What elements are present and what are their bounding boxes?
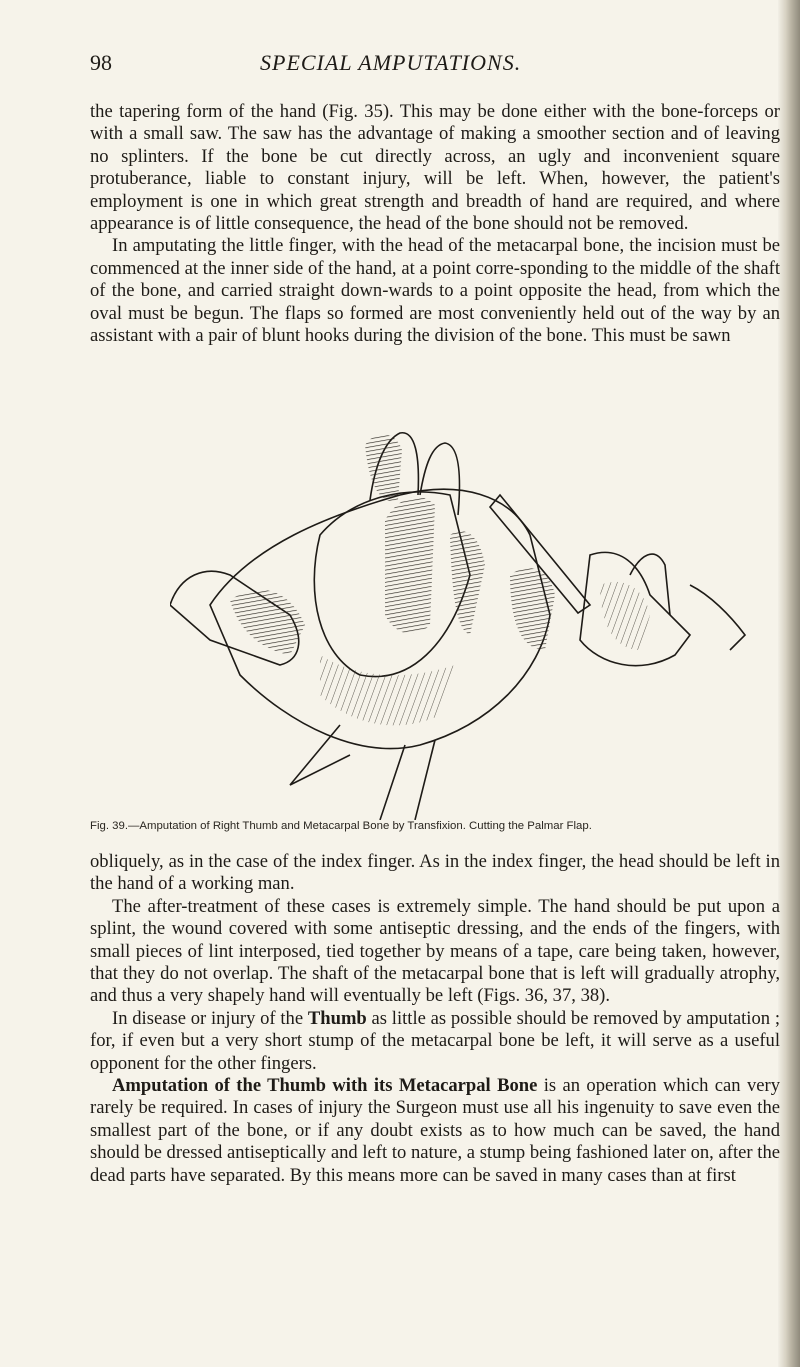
finger-hook xyxy=(690,585,745,650)
page-edge-shadow xyxy=(778,0,800,1367)
shading xyxy=(365,434,402,501)
shading xyxy=(450,531,485,635)
text-block-top xyxy=(90,101,780,347)
shading xyxy=(510,568,555,650)
page-number: 98 xyxy=(90,50,112,75)
figure-caption: Fig. 39.—Amputation of Right Thumb and Metacarpal Bone by Transfixion. Cutting the Palmar Flap. xyxy=(90,820,592,832)
bold-heading: Amputation of the Thumb with its Metacarpal Bone xyxy=(112,1075,538,1097)
shading xyxy=(230,590,305,655)
text-block-bottom xyxy=(90,851,780,1187)
paragraph xyxy=(90,1075,780,1187)
text-run: In disease or injury of the xyxy=(112,1007,308,1029)
forearm xyxy=(415,740,435,820)
shading xyxy=(320,655,455,725)
figure-thumb-amputation-illustration xyxy=(170,425,770,820)
paragraph: In amputating the little finger, with the head of the metacarpal bone, the incision must be commenced at the inner side of the hand, at a point corre-sponding to the middle of the shaft of the bone, and carried straight down-wards to a point opposite the head, from which the oval must be begun. The flaps so formed are most conveniently held out of the way by an assistant with a pair of blunt hooks during the division of the bone. This must be sawn xyxy=(90,235,780,347)
shading xyxy=(600,582,650,650)
paragraph: the tapering form of the hand (Fig. 35). This may be done either with the bone-forceps or with a small saw. The saw has the advantage of making a smoother section and of leaving no splinters. If the bone be cut directly across, an ugly and inconvenient square protuberance, liable to constant injury, will be left. When, however, the patient's employment is one in which great strength and breadth of hand are required, and where appearance is of little consequence, the head of the bone should not be removed. xyxy=(90,101,780,235)
running-head xyxy=(90,50,780,84)
text-run: is an operation which can very rarely be required. In cases of injury the Surgeon must use all his ingenuity to save even the smallest part of the bone, or if any doubt exists as to how much can be saved, the hand should be dressed antiseptically and left to nature, a stump being fashioned later on, after the dead parts have separated. By this means more can be saved in many cases than at first xyxy=(90,1075,780,1186)
text-run: as little as possible should be removed by amputation ; for, if even but a very short stump of the metacarpal bone be left, it will serve as a useful opponent for the other fingers. xyxy=(90,1007,780,1074)
forearm xyxy=(290,725,350,785)
forearm xyxy=(380,745,405,820)
paragraph: The after-treatment of these cases is extremely simple. The hand should be put upon a splint, the wound covered with some antiseptic dressing, and the ends of the fingers, with small pieces of lint interposed, tied together by means of a tape, care being taken, however, that they do not overlap. The shaft of the metacarpal bone that is left will gradually atrophy, and thus a very shapely hand will eventually be left (Figs. 36, 37, 38). xyxy=(90,895,780,1007)
running-title: SPECIAL AMPUTATIONS. xyxy=(260,50,522,75)
paragraph: obliquely, as in the case of the index finger. As in the index finger, the head should be left in the hand of a working man. xyxy=(90,851,780,895)
shading xyxy=(385,497,435,634)
bold-term: Thumb xyxy=(307,1007,367,1029)
paragraph xyxy=(90,1008,780,1075)
